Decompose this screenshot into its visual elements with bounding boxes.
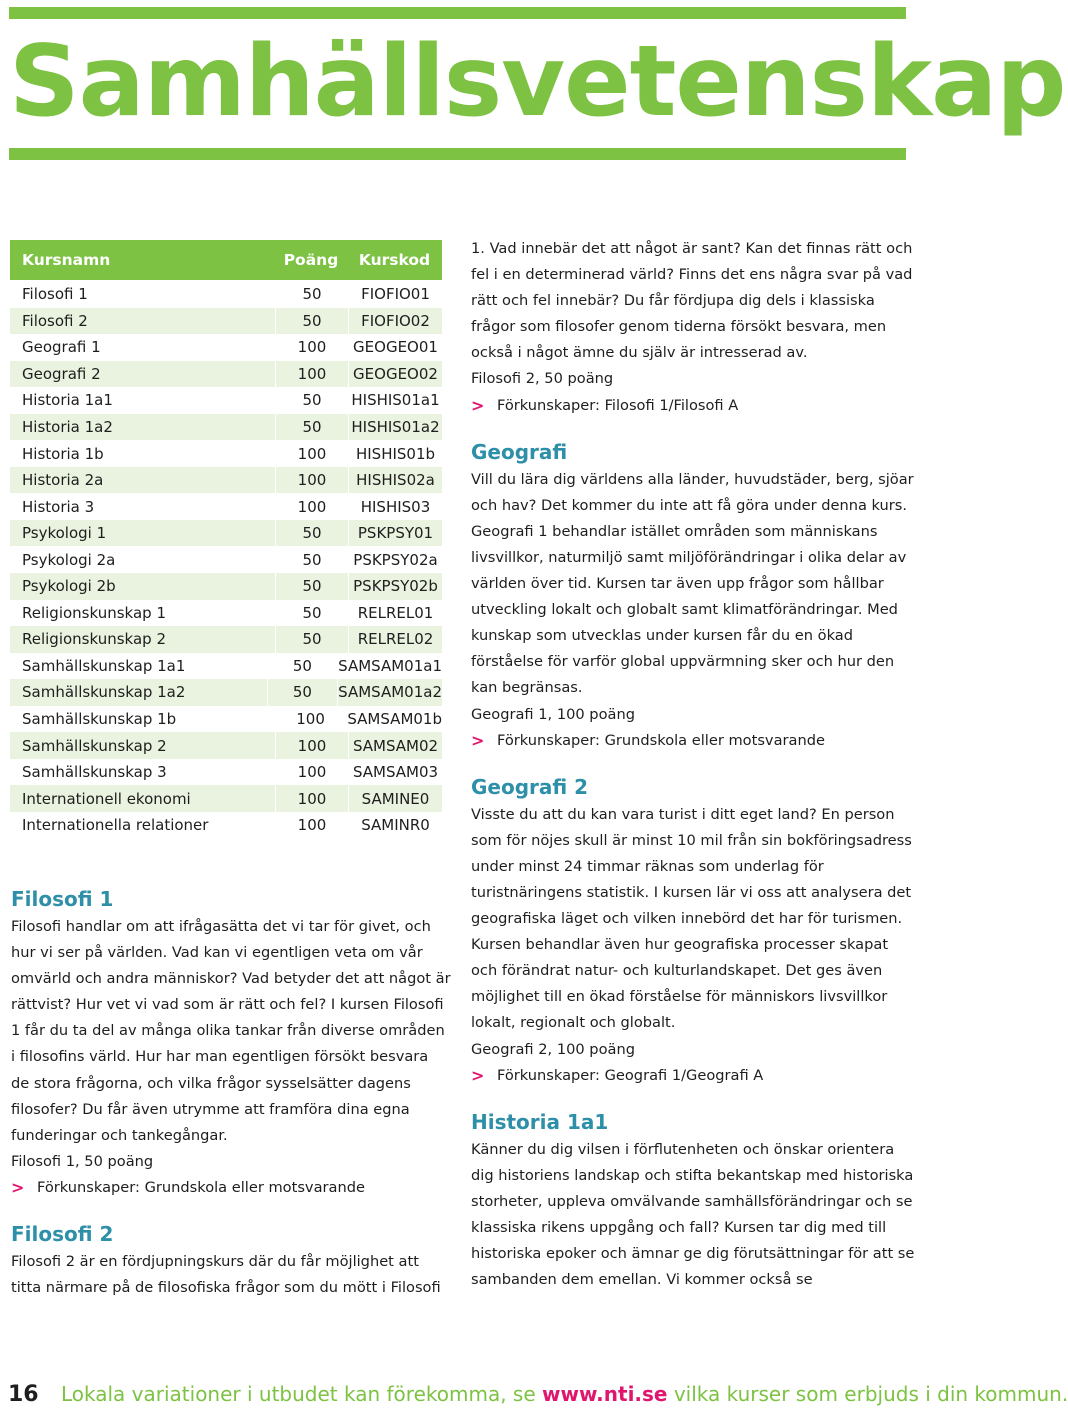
title-underline-bar: [9, 148, 906, 160]
section-heading-historia-1a1: Historia 1a1: [471, 1109, 609, 1134]
course-name-cell: Internationell ekonomi: [22, 789, 191, 808]
course-code-cell: GEOGEO01: [348, 338, 442, 356]
section-heading-filosofi-1: Filosofi 1: [11, 887, 114, 911]
points-cell: 50: [275, 604, 348, 622]
course-code-cell: FIOFIO01: [348, 285, 442, 303]
page-number: 16: [8, 1382, 39, 1407]
course-name-cell: Historia 1b: [22, 444, 104, 463]
points-cell: 50: [275, 391, 348, 409]
prereq-text: Förkunskaper: Grundskola eller motsvarande: [37, 1178, 365, 1196]
filosofi-1-description: Filosofi handlar om att ifrågasätta det vi tar för givet, och hur vi ser på världen. Vad kan vi egentligen veta om vår omvärld och andra människor? Vad betyder det att något är rättvist? Hur vet vi vad som är rätt och fel? I kursen Filosofi 1 får du ta del av många olika tankar från diverse områden i filosofins värld. Hur har man egentligen försökt besvara de stora frågorna, och vilka frågor sysselsätter dagens filosofer? Du får även utrymme att framföra dina egna funderingar och tankegångar.: [11, 918, 451, 1144]
points-cell: 50: [267, 657, 338, 675]
points-cell: 50: [275, 520, 348, 547]
table-row: [10, 387, 442, 414]
points-cell: 50: [275, 308, 348, 335]
course-code-cell: HISHIS01a1: [348, 391, 442, 409]
course-name-cell: Psykologi 2b: [22, 577, 116, 596]
course-code-cell: RELREL01: [348, 604, 442, 622]
course-name-cell: Samhällskunskap 1b: [22, 710, 177, 729]
course-name-cell: Geografi 2: [22, 364, 101, 383]
course-code-cell: HISHIS03: [348, 498, 442, 516]
course-name-cell: Samhällskunskap 3: [22, 763, 167, 782]
course-name-cell: Internationella relationer: [22, 816, 209, 835]
course-name-cell: Samhällskunskap 2: [22, 736, 167, 755]
course-name-cell: Religionskunskap 2: [22, 630, 167, 649]
filosofi-2-description-continued: 1. Vad innebär det att något är sant? Kan det finnas rätt och fel i en determinerad värld? Finns det ens några svar på vad rätt och fel innebär? Du får fördjupa dig dels i klassiska frågor som filosofer genom tiderna försökt besvara, men också i något ämne du själv är intresserad av.: [471, 240, 913, 362]
header-course-name: Kursnamn: [22, 251, 111, 269]
points-cell: 50: [267, 679, 338, 706]
points-cell: 50: [275, 573, 348, 600]
table-row: [10, 308, 442, 335]
course-table: [10, 240, 442, 838]
course-code-cell: SAMSAM02: [348, 732, 442, 759]
left-text-column: [11, 884, 451, 1301]
top-green-bar: [9, 7, 906, 19]
course-name-cell: Historia 1a1: [22, 391, 113, 410]
course-code-cell: SAMINR0: [348, 816, 442, 834]
course-code-cell: PSKPSY01: [348, 520, 442, 547]
course-name-cell: Samhällskunskap 1a2: [22, 683, 186, 702]
historia-1a1-description: Känner du dig vilsen i förflutenheten och önskar orientera dig historiens landskap och stifta bekantskap med historiska storheter, uppleva omvälvande samhällsförändringar och se klassiska rikens uppgång och fall? Kursen tar dig med till historiska epoker och ämnar ge dig förutsättningar för att se sambanden dem emellan. Vi kommer också se: [471, 1140, 915, 1289]
table-row: [10, 573, 442, 600]
footer-text-before: Lokala variationer i utbudet kan förekomma, se: [60, 1382, 536, 1406]
prereq-text: Förkunskaper: Grundskola eller motsvarande: [497, 731, 825, 749]
right-text-column: [471, 236, 916, 1293]
points-cell: 50: [275, 626, 348, 653]
points-cell: 100: [275, 445, 348, 463]
footer: [8, 1378, 1068, 1411]
table-row: [10, 653, 442, 680]
section-heading-filosofi-2: Filosofi 2: [11, 1222, 114, 1247]
table-row: [10, 414, 442, 441]
geografi-1-description: Vill du lära dig världens alla länder, huvudstäder, berg, sjöar och hav? Det kommer du inte att få göra under denna kurs. Geografi 1 behandlar istället områden som människans livsvillkor, naturmiljö samt miljöförändringar i olika delar av världen över tid. Kursen tar även upp frågor som hållbar utveckling lokalt och globalt samt klimatförändringar. Med kunskap som utvecklas under kursen får du en ökad förståelse för varför global uppvärmning sker och hur den kan begränsas.: [471, 470, 914, 697]
points-cell: 50: [275, 551, 348, 569]
table-row: [10, 493, 442, 520]
points-cell: 50: [275, 285, 348, 303]
filosofi-2-prerequisites: [471, 393, 916, 419]
points-cell: 100: [275, 467, 348, 494]
course-name-cell: Filosofi 2: [22, 311, 88, 330]
prereq-text: Förkunskaper: Geografi 1/Geografi A: [497, 1066, 764, 1084]
points-cell: 100: [275, 816, 348, 834]
filosofi-1-points: Filosofi 1, 50 poäng: [11, 1152, 154, 1170]
points-cell: 50: [275, 414, 348, 441]
course-name-cell: Samhällskunskap 1a1: [22, 656, 186, 675]
filosofi-2-points: Filosofi 2, 50 poäng: [471, 370, 614, 388]
table-row: [10, 759, 442, 786]
footer-text-after: vilka kurser som erbjuds i din kommun.: [673, 1382, 1068, 1406]
course-code-cell: SAMSAM03: [348, 763, 442, 781]
course-code-cell: SAMSAM01a1: [338, 656, 442, 675]
course-name-cell: Historia 3: [22, 497, 95, 516]
table-row: [10, 467, 442, 494]
course-name-cell: Psykologi 1: [22, 524, 107, 543]
course-code-cell: HISHIS01a2: [348, 414, 442, 441]
points-cell: 100: [275, 338, 348, 356]
course-code-cell: SAMINE0: [348, 785, 442, 812]
filosofi-1-prerequisites: [11, 1175, 451, 1201]
geografi-2-points: Geografi 2, 100 poäng: [471, 1040, 635, 1058]
course-name-cell: Historia 1a2: [22, 418, 113, 436]
table-row: [10, 281, 442, 308]
chevron-right-icon: >: [471, 1065, 485, 1085]
course-code-cell: HISHIS02a: [348, 467, 442, 494]
section-heading-geografi-2: Geografi 2: [471, 774, 589, 799]
points-cell: 100: [275, 732, 348, 759]
course-code-cell: FIOFIO02: [348, 308, 442, 335]
website-link[interactable]: www.nti.se: [542, 1382, 668, 1406]
table-row: [10, 520, 442, 547]
course-name-cell: Psykologi 2a: [22, 550, 116, 569]
course-name-cell: Geografi 1: [22, 338, 101, 357]
points-cell: 100: [275, 763, 348, 781]
course-code-cell: PSKPSY02a: [348, 551, 442, 569]
table-row: [10, 361, 442, 388]
points-cell: 100: [274, 710, 347, 728]
geografi-2-prerequisites: [471, 1063, 916, 1089]
table-row: [10, 334, 442, 361]
table-row: [10, 600, 442, 627]
table-row: [10, 626, 442, 653]
points-cell: 100: [275, 361, 348, 388]
header-points: Poäng: [283, 251, 339, 269]
geografi-2-description: Visste du att du kan vara turist i ditt eget land? En person som för nöjes skull är minst 10 mil från sin bokföringsadress under minst 24 timmar räknas som underlag för turistnäringens statistik. I kursen lär vi oss att analysera det geografiska läget och vilken innebörd det har för turismen. Kursen behandlar även hur geografiska processer skapat och förändrat natur- och kulturlandskapet. Det ges även möjlighet till en ökad förståelse för människors livsvillkor lokalt, regionalt och globalt.: [471, 805, 912, 1032]
geografi-1-points: Geografi 1, 100 poäng: [471, 705, 635, 723]
course-code-cell: RELREL02: [348, 626, 442, 653]
table-row: [10, 440, 442, 467]
course-code-cell: HISHIS01b: [348, 445, 442, 463]
course-code-cell: PSKPSY02b: [348, 573, 442, 600]
prereq-text: Förkunskaper: Filosofi 1/Filosofi A: [497, 396, 739, 414]
table-row: [10, 785, 442, 812]
table-header-row: [10, 240, 442, 280]
chevron-right-icon: >: [471, 395, 485, 415]
table-row: [10, 546, 442, 573]
course-name-cell: Religionskunskap 1: [22, 603, 167, 622]
course-code-cell: SAMSAM01b: [347, 710, 442, 729]
table-row: [10, 732, 442, 759]
table-row: [10, 812, 442, 839]
course-name-cell: Historia 2a: [22, 471, 104, 490]
course-name-cell: Filosofi 1: [22, 285, 88, 304]
points-cell: 100: [275, 498, 348, 516]
page-title: Samhällsvetenskap: [9, 25, 1066, 139]
chevron-right-icon: >: [471, 730, 485, 750]
course-code-cell: SAMSAM01a2: [337, 679, 442, 706]
points-cell: 100: [275, 785, 348, 812]
table-row: [10, 706, 442, 733]
geografi-1-prerequisites: [471, 728, 916, 754]
filosofi-2-description: Filosofi 2 är en fördjupningskurs där du får möjlighet att titta närmare på de filosofiska frågor som du mött i Filosofi: [11, 1253, 441, 1297]
section-heading-geografi: Geografi: [471, 439, 568, 464]
header-course-code: Kurskod: [358, 251, 431, 269]
chevron-right-icon: >: [11, 1177, 25, 1197]
course-code-cell: GEOGEO02: [348, 361, 442, 388]
table-row: [10, 679, 442, 706]
